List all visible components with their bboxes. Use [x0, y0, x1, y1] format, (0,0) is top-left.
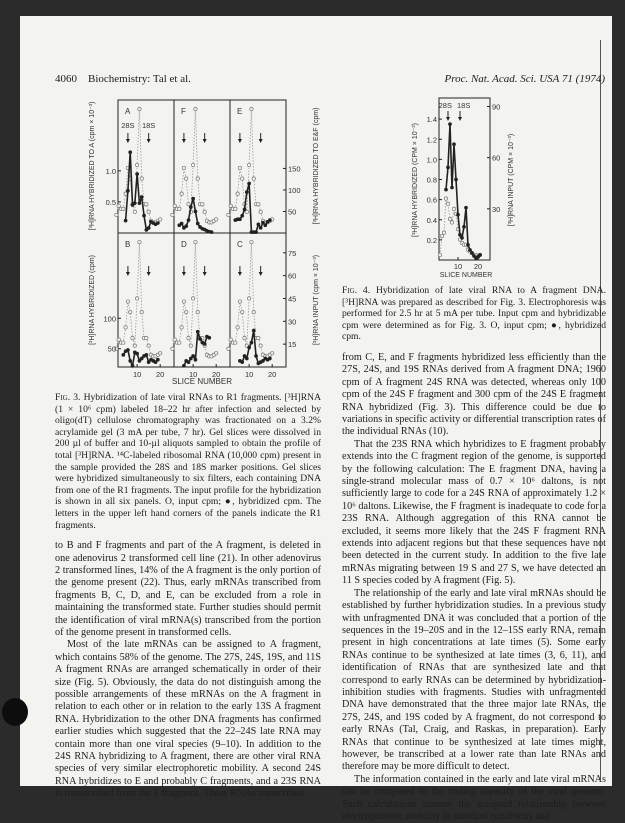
- fig3-hybridized-point: [268, 219, 271, 222]
- fig3-hybridized-point: [192, 355, 195, 358]
- fig3-panel-F: [174, 100, 230, 233]
- fig3-hybridized-point: [208, 336, 211, 339]
- fig4-ytick-left-label: 0.6: [426, 195, 437, 205]
- paragraph: from C, E, and F fragments hybridized less efficiently than the 27S, 24S, and 19S RNAs derived from A fragment DNA; 1960 cpm of A fragment 24S RNA was detected, whereas only 100 cpm of the 24S F fragment and 300 cpm of the 24S E fragment RNA hybridized (Fig. 3). This difference could be due to variations in specific activity or differential transcription rates of the individual RNAs (10).: [342, 351, 606, 438]
- fig3-input-point: [135, 163, 138, 166]
- fig4-input-point: [446, 202, 449, 205]
- fig3-hybridized-point: [245, 357, 248, 360]
- fig3-input-point: [117, 338, 120, 341]
- fig3-hybridized-point: [268, 357, 271, 360]
- fig3-hybridized-point: [203, 342, 206, 345]
- fig3-input-point: [257, 203, 260, 206]
- fig3-input-point: [187, 203, 190, 206]
- fig4-hybridized-point: [467, 243, 470, 246]
- fig3-input-point: [185, 177, 188, 180]
- fig3-hybridized-point: [154, 361, 157, 364]
- fig3-input-point: [270, 352, 273, 355]
- fig3-input-point: [124, 326, 127, 329]
- fig3-marker-arrow-icon-head: [147, 272, 151, 276]
- fig3-hybridized-point: [143, 214, 146, 217]
- caption-spacer: [55, 531, 321, 540]
- fig3-xtick-label: 10: [188, 370, 198, 379]
- fig3-hybridized-point: [194, 358, 197, 361]
- fig3-hybridized-point: [261, 359, 264, 362]
- fig3-input-point: [126, 300, 129, 303]
- fig3-input-point: [238, 300, 241, 303]
- fig3-hybridized-point: [145, 353, 148, 356]
- fig3-hybridized-point: [180, 222, 183, 225]
- fig4-hybridized-point: [463, 225, 466, 228]
- fig3-input-point: [196, 177, 199, 180]
- fig4-xtick-label: 20: [473, 262, 483, 271]
- fig3-ytick-bottom-right-label: 75: [288, 248, 297, 258]
- fig3-panel-letter: B: [125, 240, 131, 249]
- fig3-input-point: [243, 336, 246, 339]
- fig3-input-point: [187, 336, 190, 339]
- fig3-input-point: [241, 177, 244, 180]
- fig3-ylabel-top-left: [³H]RNA HYBRIDIZED TO A (cpm × 10⁻³): [89, 101, 96, 231]
- fig3-input-point: [138, 107, 141, 110]
- fig3-ytick-bottom-right-label: 60: [288, 271, 297, 281]
- fig3-input-point: [122, 341, 125, 344]
- fig4-hybridized-point: [457, 213, 460, 216]
- fig3-hybridized-point: [259, 226, 262, 229]
- paragraph: to B and F fragments and part of the A fragment, is deleted in one adenovirus 2 transformed cell line (21). In other adenovirus 2 transformed lines, 14% of the A fragment is the only portion of the genome present (22). Thus, early mRNAs transcribed from fragments B, C, D, and E, can be excluded from a role in maintaining the transformed state. Further studies should permit the identification of viral mRNA(s) transcribed from the portion of the genome present in transformed cells.: [55, 540, 321, 638]
- fig3-input-point: [234, 341, 237, 344]
- fig3-hybridized-point: [147, 361, 150, 364]
- fig3-ytick-bottom-left-label: 100: [103, 314, 116, 324]
- fig3-hybridized-point: [255, 355, 258, 358]
- fig3-input-point: [122, 207, 125, 210]
- fig3-hybridized-point: [126, 348, 129, 351]
- fig3-hybridized-point: [241, 214, 244, 217]
- paragraph: Most of the late mRNAs can be assigned to A fragment, which contains 58% of the genome. The 27S, 24S, 19S, and 11S A fragment RNAs are arranged schematically in order of their size (Fig. 5). Obviously, the data do not distinguish among the possible arrangements of these mRNAs on the A fragment in relation to each other or in relation to the early 13S A fragment RNA. Hybridization to the other DNA fragments has confirmed earlier studies which suggested that the 22–24S late RNA may contain more than one viral species (9–10). In addition to the 24S RNA hybridizing to A fragment, there are other viral RNA species of very similar electrophoretic mobility. A second 24S RNA hybridizes to E and probably C fragments, and a 23S RNA is transscribed from the F fragment. These RNAs transcribed: [55, 639, 321, 800]
- fig4-input-point: [448, 217, 451, 220]
- fig3-marker-arrow-icon-head: [238, 272, 242, 276]
- fig3-input-point: [241, 310, 244, 313]
- fig3-hybridized-point: [156, 358, 159, 361]
- fig3-input-point: [138, 240, 141, 243]
- fig4-hybridized-point: [461, 236, 464, 239]
- fig3-input-point: [173, 204, 176, 207]
- figure-3-label: Fig. 3.: [55, 392, 81, 403]
- fig3-input-point: [133, 210, 136, 213]
- fig3-input-point: [180, 192, 183, 195]
- fig3-input-point: [194, 107, 197, 110]
- fig3-xtick-label: 20: [212, 370, 221, 379]
- figure-3-caption-text: Hybridization of late viral RNAs to R1 fragments. [³H]RNA (1 × 10⁶ cpm) labeled 18–22 hr after infection and selected by oligo(dT) cellulose chromatography was fractionated on a 3.2% acrylamide gel (3 mA per tube, 7 hr). Gel slices were dissolved in 200 µl of buffer and 10-µl aliquots sampled to obtain the profile of total [³H]RNA. ¹⁴C-labeled ribosomal RNA (10,000 cpm) present in the sample provided the 28S and 18S marker positions. Gel slices were hybridized simultaneously to six filters, each containing DNA from one of the R1 fragments. The input profile for the hybridization is shown in all six panels. O, input cpm; ●, hybridized cpm. The letters in the upper left hand corners of the panels indicate the R1 fragments.: [55, 392, 322, 531]
- fig3-panel-D: [174, 233, 230, 367]
- fig3-input-point: [171, 213, 174, 216]
- fig3-panel-letter: F: [181, 107, 186, 116]
- fig3-ytick-top-right-label: 50: [288, 207, 297, 217]
- caption-spacer: [342, 343, 606, 352]
- fig4-ytick-left-label: 0.2: [426, 235, 437, 245]
- fig3-hybridized-point: [129, 359, 132, 362]
- fig3-input-point: [214, 218, 217, 221]
- fig3-hybridized-point: [248, 182, 251, 185]
- fig3-panel-C: [230, 233, 286, 367]
- fig4-marker-label: 28S: [438, 101, 452, 110]
- fig4-input-point: [442, 231, 445, 234]
- fig3-panel-letter: D: [181, 240, 187, 249]
- fig3-marker-label: 18S: [141, 121, 156, 130]
- fig3-ylabel-top-right: [³H]RNA HYBRIDIZED TO E&F (cpm): [313, 107, 320, 225]
- fig3-xtick-label: 10: [244, 370, 254, 379]
- fig3-xlabel: SLICE NUMBER: [171, 377, 233, 386]
- fig4-xtick-label: 10: [453, 262, 463, 271]
- fig3-input-point: [196, 310, 199, 313]
- fig3-input-point: [227, 347, 230, 350]
- fig3-input-point: [178, 341, 181, 344]
- fig3-marker-label: 28S: [121, 121, 135, 130]
- fig3-input-point: [214, 352, 217, 355]
- fig4-hybridized-point: [449, 123, 452, 126]
- fig3-hybridized-point: [187, 219, 190, 222]
- fig3-hybridized-point: [243, 355, 246, 358]
- journal-citation: Proc. Nat. Acad. Sci. USA 71 (1974): [444, 73, 605, 85]
- fig3-hybridized-point: [126, 189, 129, 192]
- fig4-ytick-right-label: 30: [492, 204, 501, 214]
- fig3-xtick-label: 20: [268, 370, 277, 379]
- fig3-panel-B: [118, 233, 174, 367]
- fig4-ytick-right-label: 60: [492, 153, 501, 163]
- fig3-input-point: [117, 204, 120, 207]
- left-column-text: [55, 540, 321, 801]
- fig3-marker-arrow-icon-head: [126, 272, 130, 276]
- fig4-hybridized-point: [471, 251, 474, 254]
- fig3-input-point: [145, 336, 148, 339]
- right-column: [342, 285, 606, 823]
- fig3-marker-arrow-icon-head: [259, 272, 263, 276]
- page-number: 4060: [55, 73, 77, 85]
- fig3-marker-arrow-icon-head: [126, 139, 130, 143]
- fig3-hybridized-point: [194, 210, 197, 213]
- fig3-input-point: [129, 310, 132, 313]
- fig3-hybridized-point: [196, 330, 199, 333]
- fig3-marker-arrow-icon-head: [238, 139, 242, 143]
- fig4-ytick-left-label: 1.0: [426, 155, 437, 165]
- fig3-input-point: [131, 336, 134, 339]
- fig4-hybridized-point: [469, 248, 472, 251]
- fig3-input-point: [257, 336, 260, 339]
- fig4-hybridized-point: [459, 233, 462, 236]
- fig3-hybridized-point: [133, 202, 136, 205]
- fig3-input-point: [182, 166, 185, 169]
- fig3-hybridized-point: [140, 195, 143, 198]
- fig3-hybridized-point: [241, 361, 244, 364]
- fig3-hybridized-point: [245, 191, 248, 194]
- right-column-text: [342, 352, 606, 823]
- fig3-input-point: [259, 344, 262, 347]
- fig3-hybridized-point: [261, 221, 264, 224]
- fig4-input-point: [450, 221, 453, 224]
- figure-4-caption: [342, 285, 606, 343]
- fig3-input-point: [140, 310, 143, 313]
- fig4-ytick-left-label: 0.4: [426, 215, 437, 225]
- fig3-hybridized-point: [196, 222, 199, 225]
- fig3-input-point: [133, 344, 136, 347]
- fig3-input-point: [178, 207, 181, 210]
- fig3-hybridized-point: [131, 364, 134, 367]
- fig3-ytick-bottom-right-label: 45: [288, 294, 297, 304]
- fig3-input-point: [234, 207, 237, 210]
- fig3-hybridized-point: [124, 219, 127, 222]
- fig3-hybridized-point: [243, 208, 246, 211]
- fig3-marker-arrow-icon-head: [203, 272, 207, 276]
- fig3-hybridized-point: [140, 357, 143, 360]
- fig3-hybridized-point: [129, 151, 132, 154]
- fig3-input-point: [135, 297, 138, 300]
- fig3-hybridized-point: [187, 361, 190, 364]
- fig3-input-point: [252, 310, 255, 313]
- fig3-input-point: [229, 338, 232, 341]
- fig3-input-point: [201, 203, 204, 206]
- fig4-hybridized-point: [453, 143, 456, 146]
- left-column: [55, 392, 321, 801]
- fig3-marker-arrow-icon-head: [203, 139, 207, 143]
- fig3-hybridized-point: [238, 218, 241, 221]
- fig3-ylabel-bottom-right: [³H]RNA INPUT (cpm × 10⁻³): [313, 254, 320, 346]
- fig3-hybridized-point: [252, 329, 255, 332]
- fig3-hybridized-point: [248, 346, 251, 349]
- fig3-hybridized-point: [199, 337, 202, 340]
- fig3-input-point: [185, 310, 188, 313]
- fig4-marker-arrow-icon-head: [446, 117, 450, 121]
- fig4-hybridized-point: [451, 186, 454, 189]
- fig4-hybridized-point: [465, 206, 468, 209]
- fig3-input-point: [140, 177, 143, 180]
- fig3-input-point: [236, 192, 239, 195]
- fig3-hybridized-point: [192, 197, 195, 200]
- fig3-input-point: [250, 107, 253, 110]
- fig4-hybridized-point: [479, 253, 482, 256]
- fig3-input-point: [236, 326, 239, 329]
- fig3-input-point: [259, 210, 262, 213]
- fig3-marker-arrow-icon-head: [259, 139, 263, 143]
- fig3-hybridized-point: [136, 172, 139, 175]
- fig3-input-point: [227, 213, 230, 216]
- fig3-input-point: [147, 210, 150, 213]
- fig3-input-point: [158, 218, 161, 221]
- fig3-input-point: [229, 204, 232, 207]
- fig4-input-point: [444, 197, 447, 200]
- fig3-input-point: [189, 344, 192, 347]
- fig3-input-point: [158, 352, 161, 355]
- fig3-input-point: [173, 338, 176, 341]
- fig3-ytick-top-right-label: 100: [288, 185, 301, 195]
- fig3-hybridized-point: [189, 357, 192, 360]
- fig3-ytick-bottom-left-label: 50: [107, 344, 116, 354]
- fig4-input-point: [438, 253, 441, 256]
- fig3-input-point: [191, 163, 194, 166]
- fig3-input-point: [180, 326, 183, 329]
- fig4-ytick-left-label: 1.2: [426, 135, 437, 145]
- fig3-input-point: [147, 344, 150, 347]
- figure-3-caption: [55, 392, 321, 531]
- paragraph: That the 23S RNA which hybridizes to E fragment probably extends into the C fragment region of the genome, is supported by the following calculation: The E fragment DNA, having a single-strand molecular mass of 0.7 × 10⁶ daltons, is not sufficiently large to code for a 24S RNA of approximately 1.2 × 10⁶ daltons. Likewise, the F fragment is inadequate to code for a 23S RNA. Although aggregation of this RNA cannot be excluded, it seems more likely that the 24S F fragment RNA extends into adjacent regions but that these sequences have not been detected in the current study. In addition to the five late mRNAs migrating between 19 S and 27 S, we have detected an 11 S species coded by A fragment (Fig. 5).: [342, 438, 606, 587]
- fig3-hybridized-point: [182, 364, 185, 367]
- fig4-marker-arrow-icon-head: [458, 117, 462, 121]
- fig4-input-point: [440, 234, 443, 237]
- fig3-hybridized-point: [257, 223, 260, 226]
- fig3-input-point: [250, 240, 253, 243]
- fig3-panel-letter: E: [237, 107, 243, 116]
- figure-4-caption-text: Hybridization of late viral RNA to A fragment DNA. [³H]RNA was prepared as described for Fig. 3. Electrophoresis was performed for 2.5 hr at 5 mA per tube. Input cpm and hybridizable cpm were determined as for Fig. 3. O, input cpm; ●, hybridized cpm.: [342, 285, 606, 343]
- fig3-input-point: [238, 166, 241, 169]
- fig3-hybridized-point: [138, 359, 141, 362]
- fig3-input-point: [171, 347, 174, 350]
- fig3-marker-arrow-icon-head: [182, 139, 186, 143]
- fig3-hybridized-point: [147, 227, 150, 230]
- fig3-ylabel-bottom-left: [³H]RNA HYBRIDIZED (cpm): [89, 255, 96, 345]
- running-title: Biochemistry: Tal et al.: [88, 73, 191, 85]
- fig3-input-point: [145, 203, 148, 206]
- fig3-input-point: [182, 300, 185, 303]
- fig3-panel-letter: A: [125, 107, 131, 116]
- fig4-hybridized-point: [447, 166, 450, 169]
- fig3-ytick-bottom-right-label: 30: [288, 317, 297, 327]
- fig3-marker-arrow-icon-head: [182, 272, 186, 276]
- fig3-marker-arrow-icon-head: [147, 139, 151, 143]
- fig3-hybridized-point: [136, 352, 139, 355]
- fig3-ytick-top-left-label: 0.5: [105, 197, 116, 207]
- fig4-input-point: [452, 207, 455, 210]
- paragraph: The information contained in the early and late viral mRNAs can be compared to the coding capacity of the viral genome. Such calculations assume the accepted relationship between electrophoretic mobility in standard conditions and: [342, 773, 606, 822]
- fig3-input-point: [203, 210, 206, 213]
- fig3-input-point: [194, 240, 197, 243]
- fig3-ytick-bottom-right-label: 15: [288, 340, 297, 350]
- fig3-input-point: [191, 297, 194, 300]
- fig3-hybridized-point: [185, 225, 188, 228]
- fig3-hybridized-point: [138, 202, 141, 205]
- fig4-hybridized-point: [455, 178, 458, 181]
- fig3-input-point: [115, 213, 118, 216]
- fig3-hybridized-line: [126, 152, 158, 230]
- fig4-ytick-left-label: 0.8: [426, 175, 437, 185]
- figure-4-label: Fig. 4.: [342, 285, 371, 296]
- fig3-xtick-label: 20: [156, 370, 165, 379]
- fig4-ytick-right-label: 90: [492, 102, 501, 112]
- fig3-xtick-label: 10: [132, 370, 142, 379]
- fig3-input-point: [247, 297, 250, 300]
- fig4-ylabel-right: [³H]RNA INPUT (CPM × 10⁻³): [508, 133, 515, 227]
- fig3-hybridized-point: [189, 206, 192, 209]
- fig3-hybridized-point: [264, 224, 267, 227]
- fig4-hybridized-point: [445, 188, 448, 191]
- fig3-input-point: [252, 177, 255, 180]
- fig4-ytick-left-label: 1.4: [426, 115, 437, 125]
- fig4-xlabel: SLICE NUMBER: [439, 272, 493, 279]
- fig3-panel-letter: C: [237, 240, 243, 249]
- fig4-ylabel-left: [³H]RNA HYBRIDIZED (CPM × 10⁻³): [412, 123, 419, 237]
- fig3-hybridized-point: [250, 341, 253, 344]
- fig4-marker-label: 18S: [457, 101, 471, 110]
- paragraph: The relationship of the early and late viral mRNAs should be established by further hybridization studies. In a previous study with unfragmented DNA it was concluded that a portion of the sequences in the 19–20S and in the 12–15S early RNA, remain present in high concentrations at late times (5). Some early RNAs continue to be synthesized at late times (3, 6, 11), and identification of RNAs that are synthesized late and that correspond to early RNAs can be determined by hybridization-inhibition studies with fragments. Studies with unfragmented DNA have demonstrated that the three major late RNAs, the 27S, 24S, and 19S coded by A fragment, do not correspond to early RNAs (Tal, Craig, and Raskas, in preparation). Early RNAs that continue to be synthesized at late times might, however, be transcribed at a lower rate than late RNAs and therefore may be more difficult to detect.: [342, 587, 606, 773]
- fig3-hybridized-point: [156, 222, 159, 225]
- fig3-ytick-top-right-label: 150: [288, 164, 301, 174]
- fig3-hybridized-point: [122, 353, 125, 356]
- fig3-ytick-top-left-label: 1.0: [105, 166, 116, 176]
- fig3-input-point: [247, 163, 250, 166]
- fig3-panel-E: [230, 100, 286, 233]
